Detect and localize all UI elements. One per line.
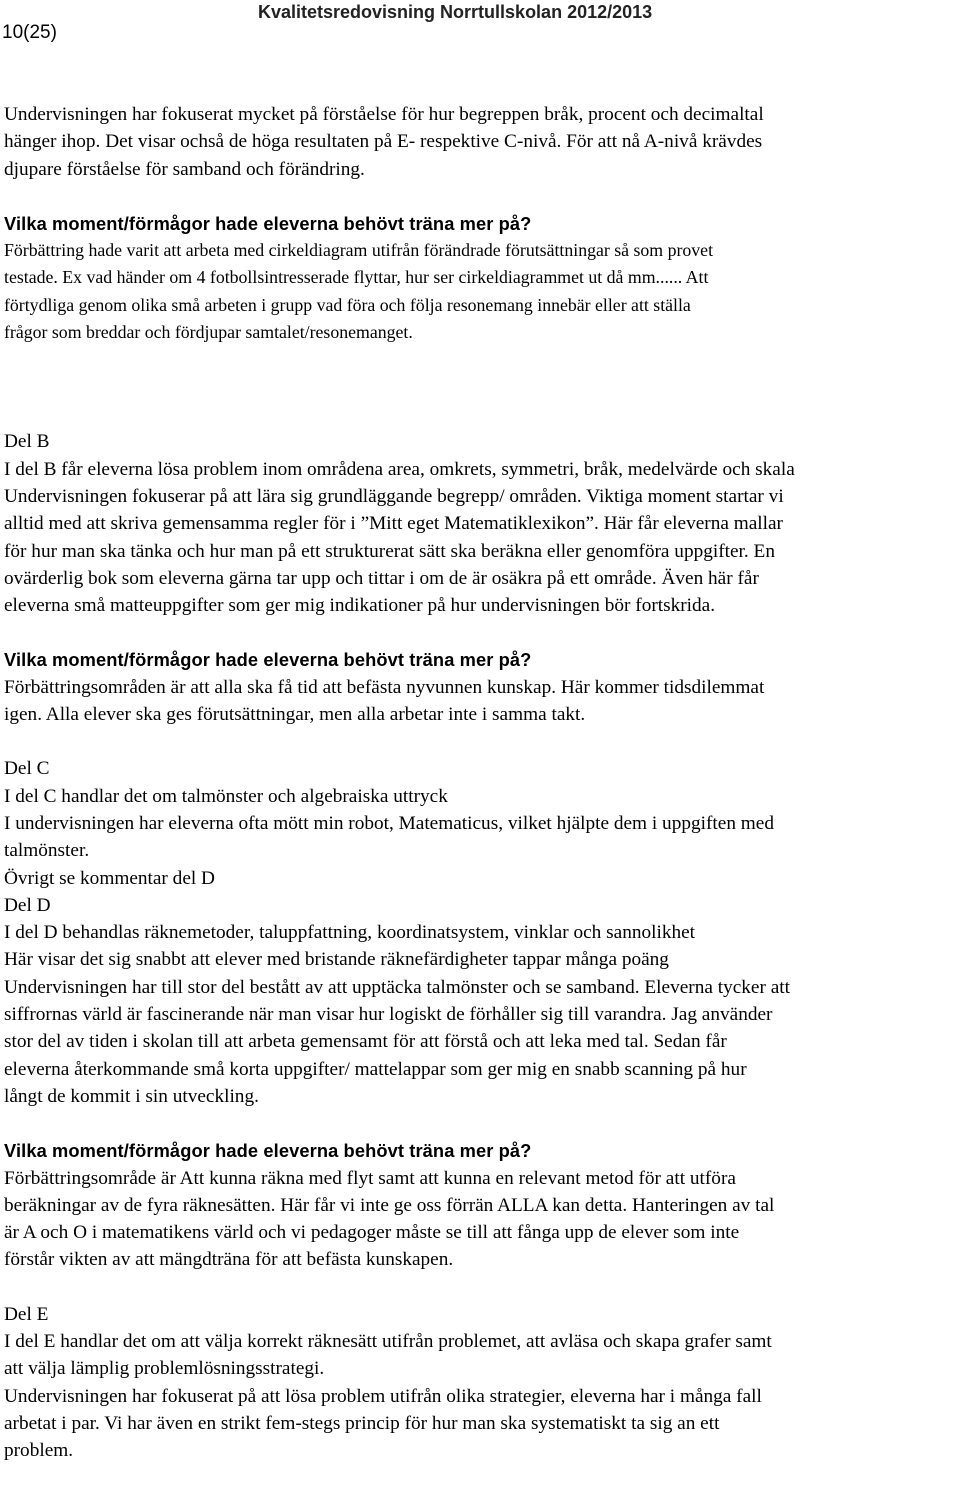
body-line: ovärderlig bok som eleverna gärna tar upp och tittar i om de är osäkra på ett område. Även här får [4, 567, 759, 589]
section-heading-del-b: Del B [4, 431, 50, 453]
body-line: hänger ihop. Det visar ochså de höga resultaten på E- respektive C-nivå. För att nå A-nivå krävdes [4, 131, 763, 153]
body-line: Här visar det sig snabbt att elever med bristande räknefärdigheter tappar många poäng [4, 949, 669, 971]
section-heading-del-d: Del D [4, 894, 51, 916]
document-body [4, 101, 960, 1464]
answer-line: förtydliga genom olika små arbeten i grupp vad föra och följa resonemang innebär eller att ställa [4, 294, 691, 315]
answer-line: igen. Alla elever ska ges förutsättningar, men alla arbetar inte i samma takt. [4, 704, 586, 726]
body-line: för hur man ska tänka och hur man på ett strukturerat sätt ska beräkna eller genomföra uppgifter. En [4, 540, 775, 562]
body-line: I undervisningen har eleverna ofta mött min robot, Matematicus, vilket hjälpte dem i uppgiften med [4, 812, 774, 834]
body-line: I del B får eleverna lösa problem inom områdena area, omkrets, symmetri, bråk, medelvärde och skala [4, 458, 795, 480]
body-line: I del C handlar det om talmönster och algebraiska uttryck [4, 785, 448, 807]
answer-line: frågor som breddar och fördjupar samtalet/resonemanget. [4, 322, 413, 343]
body-line: stor del av tiden i skolan till att arbeta gemensamt för att förstå och att leka med tal. Sedan får [4, 1031, 727, 1053]
answer-line: Förbättring hade varit att arbeta med cirkeldiagram utifrån förändrade förutsättningar så som provet [4, 240, 714, 261]
answer-line: testade. Ex vad händer om 4 fotbollsintresserade flyttar, hur ser cirkeldiagrammet ut då mm...... Att [4, 267, 709, 288]
document-title: Kvalitetsredovisning Norrtullskolan 2012/2013 [258, 2, 653, 22]
body-line: I del E handlar det om att välja korrekt räknesätt utifrån problemet, att avläsa och skapa grafer samt [4, 1330, 772, 1352]
body-line: långt de kommit i sin utveckling. [4, 1085, 259, 1107]
answer-line: är A och O i matematikens värld och vi pedagoger måste se till att fånga upp de elever som inte [4, 1222, 740, 1244]
body-line: eleverna återkommande små korta uppgifter/ mattelappar som ger mig en snabb scanning på hur [4, 1058, 747, 1080]
body-line: Undervisningen har fokuserat på att lösa problem utifrån olika strategier, eleverna har i många fall [4, 1385, 762, 1407]
body-line: Undervisningen fokuserar på att lära sig grundläggande begrepp/ områden. Viktiga moment startar vi [4, 485, 784, 507]
body-line: talmönster. [4, 840, 90, 862]
body-line: djupare förståelse för samband och förändring. [4, 158, 365, 180]
body-line: eleverna små matteuppgifter som ger mig indikationer på hur undervisningen bör fortskrida. [4, 595, 716, 617]
body-line: siffrornas värld är fascinerande när man visar hur logiskt de förhåller sig till varandra. Jag använder [4, 1004, 773, 1026]
answer-line: beräkningar av de fyra räknesätten. Här får vi inte ge oss förrän ALLA kan detta. Hanteringen av tal [4, 1194, 775, 1216]
answer-line: Förbättringsområde är Att kunna räkna med flyt samt att kunna en relevant metod för att utföra [4, 1167, 736, 1189]
answer-line: Förbättringsområden är att alla ska få tid att befästa nyvunnen kunskap. Här kommer tidsdilemmat [4, 676, 765, 698]
body-line: arbetat i par. Vi har även en strikt fem-stegs princip för hur man ska systematiskt ta sig an ett [4, 1412, 720, 1434]
body-line: I del D behandlas räknemetoder, taluppfattning, koordinatsystem, vinklar och sannolikhet [4, 922, 696, 944]
body-line: Övrigt se kommentar del D [4, 867, 215, 889]
section-heading-del-c: Del C [4, 758, 50, 780]
section-heading-del-e: Del E [4, 1303, 49, 1325]
body-line: problem. [4, 1440, 74, 1462]
answer-line: förstår vikten av att mängdträna för att befästa kunskapen. [4, 1249, 454, 1271]
question-heading: Vilka moment/förmågor hade eleverna behövt träna mer på? [4, 1140, 532, 1162]
body-line: Undervisningen har fokuserat mycket på förståelse för hur begreppen bråk, procent och decimaltal [4, 104, 764, 125]
body-line: att välja lämplig problemlösningsstrategi. [4, 1358, 325, 1380]
body-line: Undervisningen har till stor del bestått av att upptäcka talmönster och se samband. Eleverna tycker att [4, 976, 790, 998]
page-number: 10(25) [2, 22, 57, 43]
question-heading: Vilka moment/förmågor hade eleverna behövt träna mer på? [4, 649, 532, 671]
question-heading: Vilka moment/förmågor hade eleverna behövt träna mer på? [4, 212, 532, 234]
body-line: alltid med att skriva gemensamma regler för i ”Mitt eget Matematiklexikon”. Här får eleverna mallar [4, 513, 783, 535]
